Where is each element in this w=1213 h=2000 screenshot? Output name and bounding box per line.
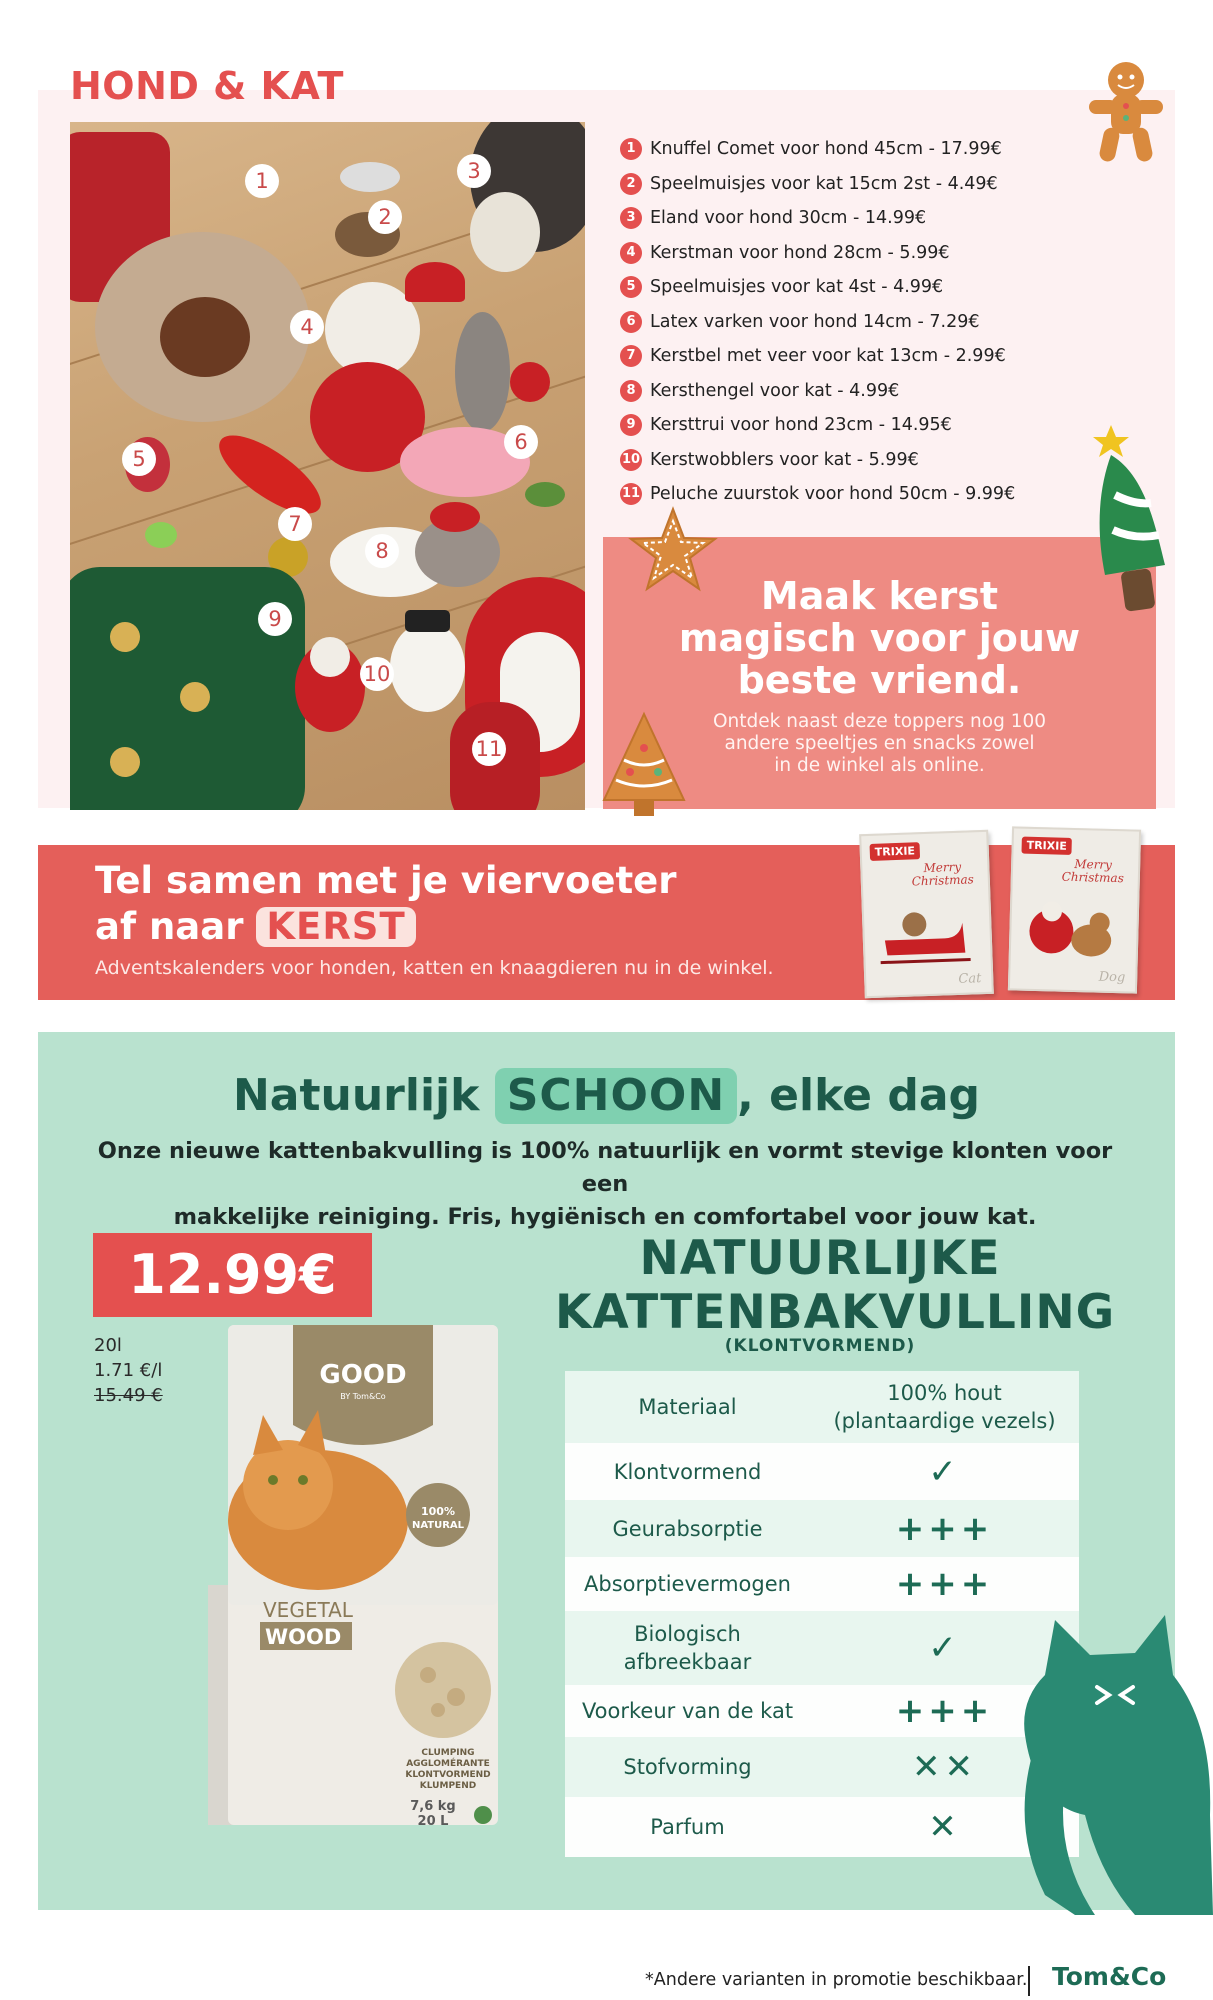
item-text: Peluche zuurstok voor hond 50cm - 9.99€ bbox=[650, 484, 1016, 505]
cross-icon: ✕ bbox=[928, 1807, 961, 1847]
promo-headline-line: beste vriend. bbox=[737, 658, 1022, 702]
comparison-table bbox=[565, 1371, 1079, 1857]
litter-bag-image bbox=[208, 1325, 508, 1830]
bag-claim-1: CLUMPING bbox=[421, 1748, 475, 1758]
footer-note: *Andere varianten in promotie beschikbaar. bbox=[645, 1970, 1028, 1990]
volume-label: 20l bbox=[94, 1335, 122, 1356]
trixie-logo: TRIXIE bbox=[870, 842, 921, 861]
christmas-tree-toy-icon bbox=[1085, 415, 1175, 615]
advent-subtext: Adventskalenders voor honden, katten en knaagdieren nu in de winkel. bbox=[95, 957, 774, 979]
item-number-badge: 9 bbox=[620, 414, 642, 436]
cat-mascot-icon bbox=[1015, 1615, 1213, 1915]
bag-weight: 7,6 kg bbox=[410, 1799, 456, 1814]
tomco-logo: Tom&Co bbox=[1052, 1962, 1167, 1991]
photo-number: 5 bbox=[122, 442, 156, 476]
bag-badge-2: NATURAL bbox=[411, 1520, 465, 1531]
list-item bbox=[620, 374, 1140, 409]
photo-number: 1 bbox=[245, 164, 279, 198]
photo-number: 10 bbox=[360, 657, 394, 691]
photo-number: 7 bbox=[278, 507, 312, 541]
list-item bbox=[620, 236, 1140, 271]
table-value: 100% hout (plantaardige vezels) bbox=[833, 1381, 1056, 1433]
table-label: Geurabsorptie bbox=[612, 1516, 763, 1541]
calendar-title bbox=[1062, 858, 1125, 886]
advent-title bbox=[95, 858, 677, 950]
plus-icon: +++ bbox=[895, 1691, 994, 1731]
plus-icon: +++ bbox=[895, 1564, 994, 1604]
calendar-title-line: Merry bbox=[923, 859, 962, 876]
item-text: Kerstwobblers voor kat - 5.99€ bbox=[650, 449, 919, 470]
table-label: Klontvormend bbox=[613, 1459, 762, 1484]
item-number-badge: 4 bbox=[620, 242, 642, 264]
advent-title-line: Tel samen met je viervoeter bbox=[95, 859, 677, 902]
list-item bbox=[620, 270, 1140, 305]
item-number-badge: 2 bbox=[620, 173, 642, 195]
star-cookie-icon bbox=[628, 505, 718, 595]
table-label: Biologisch afbreekbaar bbox=[623, 1622, 752, 1674]
product-title bbox=[555, 1231, 1116, 1340]
tree-cookie-icon bbox=[600, 710, 688, 820]
plus-icon: +++ bbox=[895, 1508, 994, 1549]
litter-title bbox=[38, 1068, 1175, 1124]
item-number-badge: 7 bbox=[620, 345, 642, 367]
promo-headline-line: magisch voor jouw bbox=[678, 616, 1081, 660]
product-subtitle: (KLONTVORMEND) bbox=[724, 1336, 916, 1356]
item-text: Knuffel Comet voor hond 45cm - 17.99€ bbox=[650, 139, 1002, 160]
advent-calendar-cat bbox=[859, 830, 994, 998]
calendar-title-line: Christmas bbox=[1061, 869, 1125, 886]
promo-subtext-line: Ontdek naast deze toppers nog 100 bbox=[712, 711, 1047, 732]
list-item bbox=[620, 167, 1140, 202]
table-row bbox=[565, 1797, 1079, 1857]
check-icon: ✓ bbox=[928, 1451, 961, 1492]
sleigh-icon bbox=[874, 897, 976, 970]
bag-volume: 20 L bbox=[417, 1814, 449, 1829]
promo-subtext-line: in de winkel als online. bbox=[774, 755, 985, 776]
calendar-type: Dog bbox=[1098, 969, 1126, 986]
item-text: Eland voor hond 30cm - 14.99€ bbox=[650, 208, 927, 229]
product-photo bbox=[70, 122, 585, 810]
calendar-title-line: Christmas bbox=[911, 872, 975, 889]
table-label: Materiaal bbox=[638, 1395, 737, 1419]
litter-title-suffix: , elke dag bbox=[737, 1070, 981, 1121]
promo-subtext-line: andere speeltjes en snacks zowel bbox=[724, 733, 1035, 754]
product-title-line: KATTENBAKVULLING bbox=[555, 1285, 1116, 1340]
table-row bbox=[565, 1685, 1079, 1737]
photo-number: 6 bbox=[504, 425, 538, 459]
item-number-badge: 10 bbox=[620, 449, 642, 471]
old-price: 15.49 € bbox=[94, 1385, 163, 1406]
schoon-highlight: SCHOON bbox=[495, 1068, 737, 1124]
check-icon: ✓ bbox=[928, 1628, 961, 1668]
section-title: HOND & KAT bbox=[70, 64, 344, 108]
item-number-badge: 5 bbox=[620, 276, 642, 298]
item-text: Speelmuisjes voor kat 15cm 2st - 4.49€ bbox=[650, 173, 998, 194]
item-number-badge: 11 bbox=[620, 483, 642, 505]
footer-divider bbox=[1028, 1966, 1030, 1996]
product-list bbox=[620, 132, 1140, 512]
item-number-badge: 3 bbox=[620, 207, 642, 229]
table-label: Stofvorming bbox=[623, 1755, 752, 1779]
santa-dog-icon bbox=[1021, 891, 1123, 969]
price-details bbox=[94, 1333, 163, 1408]
litter-description bbox=[90, 1135, 1120, 1234]
bag-name-1: VEGETAL bbox=[263, 1598, 353, 1622]
list-item bbox=[620, 305, 1140, 340]
promo-headline-line: Maak kerst bbox=[760, 574, 999, 618]
table-row bbox=[565, 1443, 1079, 1500]
advent-calendar-dog bbox=[1008, 826, 1141, 993]
item-text: Kerstbel met veer voor kat 13cm - 2.99€ bbox=[650, 346, 1006, 367]
calendar-title-line: Merry bbox=[1074, 856, 1113, 872]
advent-title-prefix: af naar bbox=[95, 905, 244, 948]
item-text: Kerstman voor hond 28cm - 5.99€ bbox=[650, 242, 950, 263]
bag-brand: GOOD bbox=[319, 1360, 407, 1390]
bag-claim-4: KLUMPEND bbox=[419, 1781, 477, 1791]
unit-price: 1.71 €/l bbox=[94, 1360, 163, 1381]
table-row bbox=[565, 1500, 1079, 1557]
item-text: Latex varken voor hond 14cm - 7.29€ bbox=[650, 311, 980, 332]
litter-description-line: Onze nieuwe kattenbakvulling is 100% natuurlijk en vormt stevige klonten voor een bbox=[97, 1138, 1113, 1197]
product-title-line: NATUURLIJKE bbox=[639, 1231, 1001, 1286]
list-item bbox=[620, 443, 1140, 478]
table-label: Voorkeur van de kat bbox=[581, 1699, 794, 1723]
bag-badge-1: 100% bbox=[421, 1505, 455, 1518]
photo-number: 2 bbox=[368, 200, 402, 234]
table-row bbox=[565, 1737, 1079, 1797]
price-tag: 12.99€ bbox=[93, 1233, 372, 1317]
litter-title-prefix: Natuurlijk bbox=[232, 1070, 480, 1121]
calendar-type: Cat bbox=[958, 971, 982, 987]
list-item bbox=[620, 339, 1140, 374]
cross-icon: ✕✕ bbox=[912, 1747, 977, 1787]
item-text: Kersthengel voor kat - 4.99€ bbox=[650, 380, 900, 401]
photo-number: 4 bbox=[290, 310, 324, 344]
bag-claim-3: KLONTVORMEND bbox=[405, 1770, 491, 1780]
list-item bbox=[620, 132, 1140, 167]
table-label: Absorptievermogen bbox=[584, 1572, 791, 1596]
table-row bbox=[565, 1611, 1079, 1685]
kerst-highlight: KERST bbox=[256, 907, 415, 947]
table-row bbox=[565, 1557, 1079, 1611]
trixie-logo: TRIXIE bbox=[1021, 837, 1072, 855]
bag-claim-2: AGGLOMÉRANTE bbox=[406, 1759, 490, 1769]
item-number-badge: 8 bbox=[620, 380, 642, 402]
photo-number: 9 bbox=[258, 602, 292, 636]
photo-number: 11 bbox=[472, 732, 506, 766]
bag-brand-sub: BY Tom&Co bbox=[340, 1392, 386, 1401]
photo-number: 8 bbox=[365, 534, 399, 568]
photo-number: 3 bbox=[457, 154, 491, 188]
item-text: Speelmuisjes voor kat 4st - 4.99€ bbox=[650, 277, 944, 298]
list-item bbox=[620, 201, 1140, 236]
calendar-title bbox=[911, 860, 974, 888]
bag-name-2: WOOD bbox=[265, 1625, 342, 1649]
item-number-badge: 1 bbox=[620, 138, 642, 160]
table-row bbox=[565, 1371, 1079, 1443]
list-item bbox=[620, 408, 1140, 443]
item-text: Kersttrui voor hond 23cm - 14.95€ bbox=[650, 415, 952, 436]
table-label: Parfum bbox=[650, 1815, 725, 1839]
litter-description-line: makkelijke reiniging. Fris, hygiënisch en comfortabel voor jouw kat. bbox=[173, 1204, 1037, 1230]
item-number-badge: 6 bbox=[620, 311, 642, 333]
